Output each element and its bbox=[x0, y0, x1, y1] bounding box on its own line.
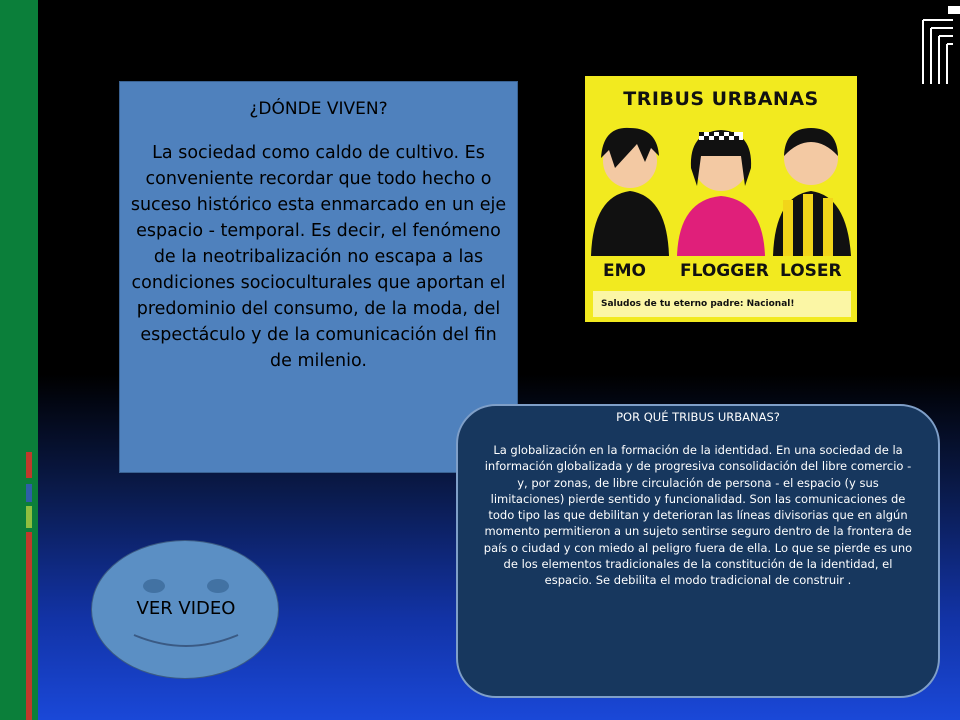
poster-label-flogger: FLOGGER bbox=[680, 261, 769, 281]
tribus-urbanas-poster bbox=[585, 76, 857, 322]
where-they-live-body: La sociedad como caldo de cultivo. Es conveniente recordar que todo hecho o suceso histórico esta enmarcado en un eje espacio - temporal. Es decir, el fenómeno de la neotribalización no escapa a las condiciones socioculturales que aportan el predominio del consumo, de la moda, del espectáculo y de la comunicación del fin de milenio. bbox=[130, 143, 507, 371]
decorative-lines-icon bbox=[917, 14, 955, 90]
watch-video-label[interactable]: VER VIDEO bbox=[136, 598, 236, 619]
watch-video-button[interactable] bbox=[91, 540, 279, 679]
poster-title: TRIBUS URBANAS bbox=[623, 88, 819, 110]
why-urban-tribes-heading: POR QUÉ TRIBUS URBANAS? bbox=[616, 410, 780, 424]
emo-figure-icon bbox=[591, 128, 669, 256]
why-urban-tribes-body: La globalización en la formación de la identidad. En una sociedad de la información globalizada y de progresiva consolidación del libre comercio - y, por zonas, de libre circulación de persona - el espacio (y sus limitaciones) pierde sentido y funcionalidad. Son las comunicaciones de todo tipo las que debilitan y deterioran las líneas divisorias que en algún momento permitieron a un sujeto sentirse seguro dentro de la frontera de país o ciudad y con miedo al peligro fuera de ella. Lo que se pierde es uno de los elementos tradicionales de la constitución de la identidad, el espacio. Se debilita el modo tradicional de construir . bbox=[483, 443, 913, 588]
loser-figure-icon bbox=[773, 128, 851, 256]
poster-label-loser: LOSER bbox=[780, 261, 842, 281]
tribe-figures-illustration bbox=[585, 76, 857, 322]
flogger-figure-icon bbox=[677, 130, 765, 256]
why-urban-tribes-box bbox=[456, 404, 940, 698]
where-they-live-heading: ¿DÓNDE VIVEN? bbox=[249, 99, 388, 119]
side-color-ticks bbox=[26, 452, 34, 720]
poster-footer: Saludos de tu eterno padre: Nacional! bbox=[593, 291, 851, 317]
poster-label-emo: EMO bbox=[603, 261, 646, 281]
decorative-corner-icon bbox=[948, 6, 960, 14]
